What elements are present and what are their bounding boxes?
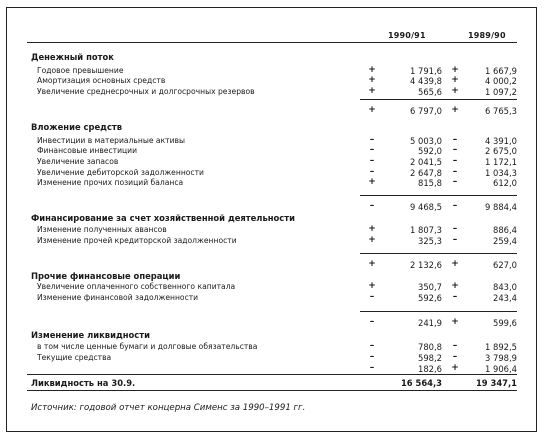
row-value-1989-90: 259,4 xyxy=(493,236,517,246)
row-value-1990-91: 350,7 xyxy=(418,282,442,292)
row-sign-1989-90: – xyxy=(452,352,458,362)
subtotal-value-1990-91: 6 797,0 xyxy=(410,106,442,116)
row-sign-1989-90: – xyxy=(452,235,458,245)
final-top-rule xyxy=(27,374,517,375)
row-value-1989-90: 1 667,9 xyxy=(485,66,517,76)
column-header-1990-91: 1990/91 xyxy=(388,31,426,40)
row-value-1990-91: 182,6 xyxy=(418,364,442,374)
row-sign-1990-91: + xyxy=(368,177,376,187)
row-value-1989-90: 2 675,0 xyxy=(485,146,517,156)
row-sign-1990-91: – xyxy=(369,135,375,145)
row-value-1990-91: 592,0 xyxy=(418,146,442,156)
row-sign-1989-90: – xyxy=(452,167,458,177)
row-value-1990-91: 598,2 xyxy=(418,353,442,363)
row-value-1990-91: 325,3 xyxy=(418,236,442,246)
subtotal-sign-1989-90: – xyxy=(452,201,458,211)
row-sign-1990-91: – xyxy=(369,363,375,373)
row-sign-1990-91: – xyxy=(369,156,375,166)
row-label: Увеличение оплаченного собственного капитала xyxy=(37,282,236,291)
row-value-1989-90: 1 906,4 xyxy=(485,364,517,374)
section-heading: Вложение средств xyxy=(31,122,123,132)
row-sign-1989-90: – xyxy=(452,156,458,166)
subtotal-value-1990-91: 2 132,6 xyxy=(410,260,442,270)
row-label: Увеличение запасов xyxy=(37,157,119,166)
row-label: Увеличение дебиторской задолженности xyxy=(37,168,204,177)
row-value-1990-91: 1 791,6 xyxy=(410,66,442,76)
row-sign-1990-91: + xyxy=(368,65,376,75)
row-sign-1990-91: + xyxy=(368,235,376,245)
row-value-1989-90: 886,4 xyxy=(493,225,517,235)
section-heading: Прочие финансовые операции xyxy=(31,271,181,281)
subtotal-value-1989-90: 6 765,3 xyxy=(485,106,517,116)
row-value-1989-90: 4 391,0 xyxy=(485,136,517,146)
subtotal-rule xyxy=(360,99,517,100)
row-label: Финансовые инвестиции xyxy=(37,146,138,155)
subtotal-sign-1990-91: + xyxy=(368,259,376,269)
row-value-1989-90: 1 892,5 xyxy=(485,342,517,352)
row-label: Изменение финансовой задолженности xyxy=(37,293,199,302)
row-value-1990-91: 565,6 xyxy=(418,87,442,97)
row-label: Амортизация основных средств xyxy=(37,76,166,85)
row-value-1989-90: 243,4 xyxy=(493,293,517,303)
row-value-1990-91: 592,6 xyxy=(418,293,442,303)
row-value-1990-91: 5 003,0 xyxy=(410,136,442,146)
row-label: Увеличение среднесрочных и долгосрочных резервов xyxy=(37,87,255,96)
row-sign-1990-91: – xyxy=(369,341,375,351)
row-value-1990-91: 780,8 xyxy=(418,342,442,352)
row-label: Инвестиции в материальные активы xyxy=(37,136,186,145)
row-sign-1989-90: + xyxy=(451,75,459,85)
subtotal-sign-1989-90: + xyxy=(451,259,459,269)
source-note: Источник: годовой отчет концерна Сименс за 1990–1991 гг. xyxy=(31,403,306,413)
subtotal-sign-1990-91: + xyxy=(368,105,376,115)
row-value-1990-91: 2 647,8 xyxy=(410,168,442,178)
header-top-rule xyxy=(27,42,517,43)
row-sign-1990-91: – xyxy=(369,145,375,155)
row-sign-1990-91: – xyxy=(369,167,375,177)
row-sign-1990-91: + xyxy=(368,224,376,234)
row-label: в том числе ценные бумаги и долговые обязательства xyxy=(37,342,258,351)
row-label: Изменение полученных авансов xyxy=(37,225,167,234)
row-sign-1989-90: + xyxy=(451,86,459,96)
row-value-1989-90: 4 000,2 xyxy=(485,76,517,86)
row-value-1989-90: 1 034,3 xyxy=(485,168,517,178)
row-label: Годовое превышение xyxy=(37,66,124,75)
subtotal-value-1989-90: 599,6 xyxy=(493,318,517,328)
row-value-1990-91: 4 439,8 xyxy=(410,76,442,86)
subtotal-value-1990-91: 9 468,5 xyxy=(410,202,442,212)
row-sign-1989-90: – xyxy=(452,292,458,302)
subtotal-rule xyxy=(360,311,517,312)
column-header-1989-90: 1989/90 xyxy=(468,31,506,40)
subtotal-value-1990-91: 241,9 xyxy=(418,318,442,328)
row-sign-1989-90: – xyxy=(452,224,458,234)
final-bottom-rule xyxy=(27,390,517,391)
row-sign-1990-91: – xyxy=(369,352,375,362)
row-sign-1989-90: + xyxy=(451,65,459,75)
row-label: Изменение прочей кредиторской задолженности xyxy=(37,236,237,245)
row-value-1989-90: 843,0 xyxy=(493,282,517,292)
final-value-1989-90: 19 347,1 xyxy=(475,378,517,388)
row-sign-1989-90: – xyxy=(452,135,458,145)
subtotal-sign-1989-90: + xyxy=(451,317,459,327)
row-value-1989-90: 3 798,9 xyxy=(485,353,517,363)
row-sign-1990-91: + xyxy=(368,75,376,85)
row-label: Изменение прочих позиций баланса xyxy=(37,178,184,187)
row-value-1989-90: 1 097,2 xyxy=(485,87,517,97)
subtotal-rule xyxy=(360,253,517,254)
row-sign-1989-90: + xyxy=(451,281,459,291)
row-sign-1990-91: – xyxy=(369,292,375,302)
row-value-1990-91: 1 807,3 xyxy=(410,225,442,235)
final-row-label: Ликвидность на 30.9. xyxy=(31,378,136,388)
subtotal-value-1989-90: 627,0 xyxy=(493,260,517,270)
row-label: Текущие средства xyxy=(37,353,112,362)
final-value-1990-91: 16 564,3 xyxy=(400,378,442,388)
row-value-1990-91: 2 041,5 xyxy=(410,157,442,167)
row-value-1989-90: 1 172,1 xyxy=(485,157,517,167)
row-sign-1989-90: – xyxy=(452,145,458,155)
row-sign-1989-90: + xyxy=(451,363,459,373)
row-value-1989-90: 612,0 xyxy=(493,178,517,188)
row-sign-1990-91: + xyxy=(368,281,376,291)
row-sign-1989-90: – xyxy=(452,177,458,187)
section-heading: Финансирование за счет хозяйственной деятельности xyxy=(31,213,295,223)
subtotal-sign-1990-91: – xyxy=(369,317,375,327)
row-sign-1990-91: + xyxy=(368,86,376,96)
section-heading: Денежный поток xyxy=(31,52,114,62)
subtotal-rule xyxy=(360,195,517,196)
row-value-1990-91: 815,8 xyxy=(418,178,442,188)
section-heading: Изменение ликвидности xyxy=(31,330,150,340)
subtotal-sign-1989-90: + xyxy=(451,105,459,115)
subtotal-sign-1990-91: – xyxy=(369,201,375,211)
subtotal-value-1989-90: 9 884,4 xyxy=(485,202,517,212)
row-sign-1989-90: – xyxy=(452,341,458,351)
